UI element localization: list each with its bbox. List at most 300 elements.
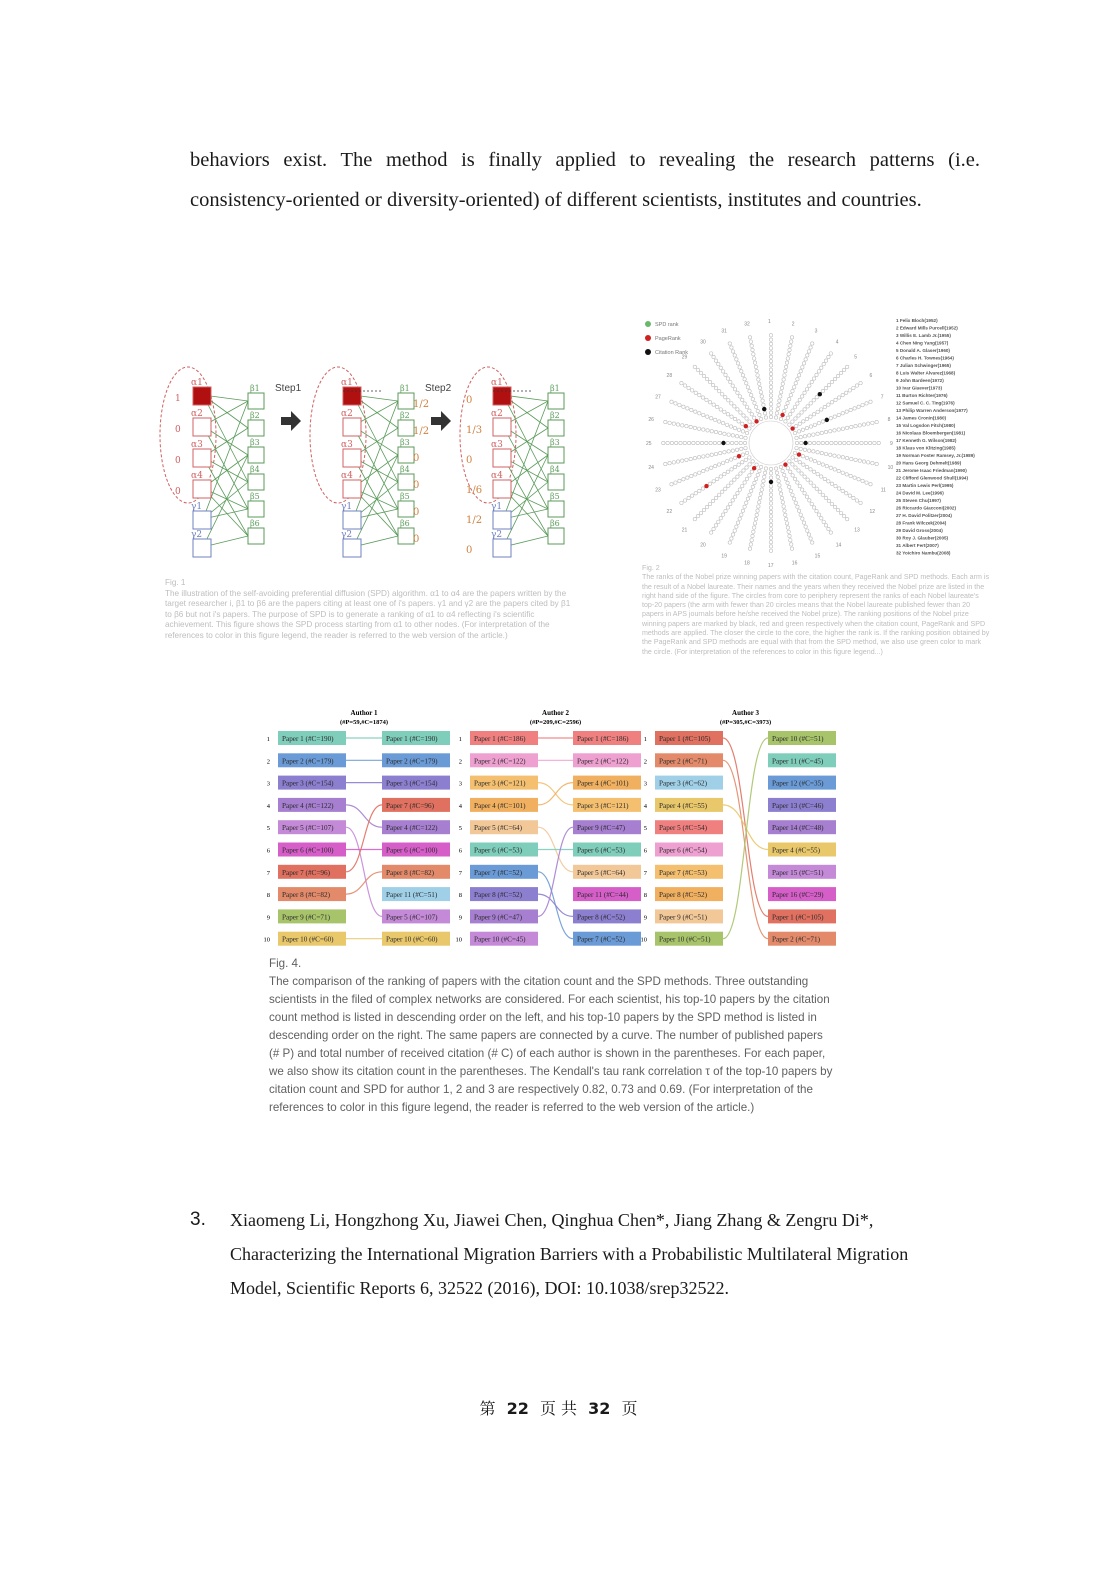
fig4-rank-number: 2 [266,758,270,766]
fig4-left-paper-label: Paper 8 (#C=82) [282,891,330,900]
fig2-rank-circle [741,422,744,425]
fig2-laureate-entry: 10 Ivar Giaever(1973) [896,385,942,391]
fig1-alpha-label: α2 [191,409,203,419]
fig2-rank-circle [717,389,720,392]
fig2-rank-circle [748,474,751,477]
fig2-rank-circle [738,366,741,369]
fig1-gamma-node [493,511,511,529]
fig2-rank-circle [813,441,816,444]
fig1-value: 1/2 [466,515,483,526]
fig2-rank-circle [841,427,844,430]
fig1-value: 0 [413,507,420,518]
fig2-rank-circle [783,509,786,512]
page-footer [0,1396,1117,1419]
fig2-rank-circle [800,411,803,414]
fig2-rank-circle [806,478,809,481]
fig2-rank-circle [719,366,722,369]
fig2-rank-circle [733,529,736,532]
fig1-alpha-node [193,480,211,498]
fig4-right-paper-label: Paper 15 (#C=51) [772,868,824,877]
fig1-beta-label: β4 [400,465,410,474]
fig2-rank-circle [791,474,794,477]
fig2-arm-label: 13 [854,527,860,534]
fig2-rank-circle [825,464,828,467]
fig4-right-paper-label: Paper 2 (#C=179) [386,757,438,766]
fig4-left-paper-label: Paper 8 (#C=52) [659,891,707,900]
fig4-right-paper-label: Paper 4 (#C=55) [772,846,820,855]
fig2-arm-label: 16 [791,560,798,567]
fig4-rank-number: 3 [643,780,647,788]
fig1-value: 1 [175,394,181,404]
fig2-rank-circle [824,452,827,455]
fig2-rank-circle [745,501,748,504]
fig1-gamma-node [343,539,361,557]
fig4-left-paper-label: Paper 1 (#C=190) [282,735,334,743]
fig2-laureate-entry: 2 Edward Mills Purcell(1952) [896,325,958,331]
fig2-rank-circle [763,412,766,415]
fig2-rank-circle [809,402,812,405]
fig2-rank-circle [706,454,709,457]
fig2-rank-circle [702,374,705,377]
fig2-rank-circle [693,365,696,368]
fig2-arm-label: 30 [700,339,706,346]
fig2-rank-circle [853,407,856,410]
fig2-rank-circle [855,499,858,502]
fig2-rank-circle [741,374,744,377]
fig2-rank-circle [805,456,808,459]
fig2-rank-circle [799,447,802,450]
fig1-alpha-node [193,418,211,436]
fig2-rank-circle [769,497,772,500]
fig2-rank-circle [803,408,806,411]
fig2-arm-label: 23 [655,487,661,494]
fig2-rank-circle [730,402,733,405]
fig2-rank-circle [705,441,708,444]
intro-line-1: behaviors exist. The method is finally applied to revealing the research patterns (i.e. [190,149,980,171]
fig2-highlight-marker [721,441,725,445]
fig2-rank-circle [730,441,733,444]
fig2-rank-circle [686,476,689,479]
fig4-left-paper-label: Paper 5 (#C=64) [474,824,522,833]
fig2-rank-circle [778,484,781,487]
fig2-rank-circle [805,495,808,498]
fig2-rank-circle [764,467,767,470]
fig2-rank-circle [674,481,677,484]
fig2-legend-label: Citation Rank [655,350,689,356]
fig2-rank-circle [729,458,732,461]
fig2-rank-circle [841,393,844,396]
fig2-rank-circle [760,488,763,491]
fig1-gamma-label: γ2 [191,530,203,540]
fig2-rank-circle [731,533,734,536]
fig2-rank-circle [816,432,819,435]
fig2-rank-circle [693,426,696,429]
fig2-rank-circle [713,464,716,467]
fig2-highlight-marker [803,441,807,445]
fig2-rank-circle [755,369,758,372]
fig2-highlight-marker [754,419,758,423]
fig2-rank-circle [740,370,743,373]
fig1-value: 1/2 [413,399,430,410]
fig4-rank-number: 2 [643,758,647,766]
fig4-right-paper-label: Paper 11 (#C=51) [386,891,438,900]
fig2-laureate-entry: 24 David M. Lee(1996) [896,490,944,496]
fig2-rank-circle [729,380,732,383]
fig2-rank-circle [737,420,740,423]
fig1-value: 0 [175,487,181,497]
fig4-right-paper-label: Paper 6 (#C=53) [577,846,625,855]
fig2-rank-circle [848,389,851,392]
fig2-highlight-marker [704,484,708,488]
fig2-rank-circle [705,398,708,401]
fig2-rank-circle [821,493,824,496]
fig1-beta-node [398,393,414,409]
fig2-rank-circle [801,455,804,458]
fig2-rank-circle [779,492,782,495]
fig2-rank-circle [839,371,842,374]
footer-suffix: 页 [621,1399,638,1418]
fig1-value: 0 [466,455,473,466]
fig1-beta-node [248,447,264,463]
fig2-rank-circle [698,471,701,474]
fig2-rank-circle [833,415,836,418]
fig2-rank-circle [830,502,833,505]
fig1-gamma-node [493,539,511,557]
fig2-rank-circle [877,441,880,444]
fig2-laureate-entry: 21 Jerome Isaac Friedman(1990) [896,468,967,473]
fig2-rank-circle [811,342,814,345]
fig2-rank-circle [726,413,729,416]
fig2-rank-circle [741,430,744,433]
fig2-rank-circle [702,455,705,458]
fig2-rank-circle [784,405,787,408]
fig2-rank-circle [699,371,702,374]
fig4-rank-number: 3 [266,780,270,788]
fig4-right-paper-label: Paper 4 (#C=122) [386,824,438,833]
fig2-rank-circle [751,460,754,463]
fig2-rank-circle [733,354,736,357]
fig1-alpha-node [343,449,361,467]
fig2-rank-circle [719,475,722,478]
fig2-rank-circle [790,547,793,550]
fig2-rank-circle [709,441,712,444]
fig2-rank-circle [745,382,748,385]
fig2-rank-circle [769,476,772,479]
fig2-rank-circle [829,531,832,534]
fig2-rank-circle [796,481,799,484]
fig4-rank-number: 10 [263,936,270,944]
fig2-rank-circle [836,508,839,511]
fig4-left-paper-label: Paper 1 (#C=186) [474,735,526,743]
fig2-rank-circle [830,441,833,444]
fig1-beta-label: β1 [400,384,410,393]
fig2-rank-circle [759,465,762,468]
fig2-rank-circle [781,501,784,504]
fig2-rank-circle [697,427,700,430]
fig2-highlight-marker [790,426,794,430]
fig2-rank-circle [776,475,779,478]
fig2-rank-circle [794,382,797,385]
fig2-rank-circle [712,403,715,406]
fig4-link-curve [346,805,382,827]
fig2-rank-circle [769,506,772,509]
fig2-rank-circle [670,400,673,403]
fig2-rank-circle [793,405,796,408]
fig1-beta-node [548,447,564,463]
fig2-rank-circle [687,496,690,499]
fig2-rank-circle [780,496,783,499]
fig2-rank-circle [731,384,734,387]
fig2-rank-circle [823,405,826,408]
fig2-rank-circle [729,425,732,428]
fig2-rank-circle [769,342,772,345]
fig2-rank-circle [786,416,789,419]
fig2-rank-circle [776,407,779,410]
fig2-rank-circle [733,465,736,468]
fig2-rank-circle [800,395,803,398]
fig2-rank-circle [815,487,818,490]
fig2-arm-label: 21 [681,527,688,534]
fig2-rank-circle [782,378,785,381]
fig2-rank-circle [858,424,861,427]
fig2-rank-circle [709,352,712,355]
fig2-rank-circle [693,456,696,459]
fig2-laureate-entry: 13 Philip Warren Anderson(1977) [896,408,968,413]
fig4-right-paper-label: Paper 11 (#C=44) [577,891,629,900]
fig2-laureate-entry: 27 H. David Politzer(2004) [896,513,952,518]
fig1-value: 0 [413,480,420,491]
fig2-rank-circle [736,408,739,411]
fig2-rank-circle [735,435,738,438]
fig2-rank-circle [752,353,755,356]
fig4-left-paper-label: Paper 2 (#C=71) [659,757,707,766]
fig2-rank-circle [769,347,772,350]
fig2-rank-circle [788,348,791,351]
fig4-rank-number: 8 [266,892,270,900]
fig2-rank-circle [789,413,792,416]
fig2-rank-circle [748,547,751,550]
fig2-rank-circle [735,441,738,444]
fig2-rank-circle [811,541,814,544]
fig2-rank-circle [682,405,685,408]
fig2-rank-circle [694,473,697,476]
fig2-rank-circle [700,441,703,444]
footer-total-pages: 32 [588,1399,611,1418]
fig4-rank-number: 5 [266,825,270,833]
fig2-rank-circle [683,384,686,387]
fig2-rank-circle [777,403,780,406]
fig2-arm-label: 15 [814,553,821,560]
fig2-rank-circle [689,457,692,460]
fig2-rank-circle [721,421,724,424]
fig2-rank-circle [739,472,742,475]
fig2-rank-circle [741,398,744,401]
fig2-laureate-entry: 22 Clifford Glenwood Shull(1994) [896,475,968,481]
fig1-beta-node [548,501,564,517]
fig2-rank-circle [733,388,736,391]
fig2-rank-circle [797,374,800,377]
fig4-right-paper-label: Paper 1 (#C=190) [386,735,438,743]
fig2-rank-circle [710,430,713,433]
fig2-rank-circle [830,380,833,383]
figure-1 [163,365,583,677]
fig1-alpha-label: α4 [491,471,503,481]
fig4-right-paper-label: Paper 4 (#C=101) [577,779,629,788]
fig2-rank-circle [791,456,794,459]
fig2-rank-circle [759,390,762,393]
fig2-rank-circle [799,370,802,373]
fig2-highlight-marker [825,418,829,422]
fig2-rank-circle [865,481,868,484]
fig2-rank-circle [731,350,734,353]
fig2-rank-circle [841,412,844,415]
fig2-rank-circle [759,417,762,420]
fig2-rank-circle [741,509,744,512]
fig4-left-paper-label: Paper 5 (#C=54) [659,824,707,833]
fig2-rank-circle [797,469,800,472]
fig1-alpha-node [193,449,211,467]
fig1-beta-node [548,528,564,544]
fig2-laureate-entry: 6 Charles H. Townes(1964) [896,355,954,361]
fig1-beta-node [398,447,414,463]
fig2-rank-circle [769,398,772,401]
fig2-rank-circle [833,377,836,380]
fig4-left-paper-label: Paper 6 (#C=53) [474,846,522,855]
fig2-rank-circle [824,524,827,527]
fig2-rank-circle [721,461,724,464]
fig2-rank-circle [697,456,700,459]
fig2-rank-circle [802,463,805,466]
fig2-rank-circle [809,458,812,461]
fig2-rank-circle [809,415,812,418]
fig1-alpha-label: α4 [341,471,353,481]
fig2-rank-circle [812,433,815,436]
fig2-rank-circle [763,471,766,474]
figure-2 [638,310,995,677]
fig2-rank-circle [670,441,673,444]
fig2-rank-circle [829,453,832,456]
fig2-rank-circle [845,517,848,520]
fig2-rank-circle [807,350,810,353]
fig2-rank-circle [712,527,715,530]
fig2-rank-circle [668,421,671,424]
fig2-rank-circle [871,461,874,464]
fig2-rank-circle [714,386,717,389]
fig2-rank-circle [823,477,826,480]
fig2-rank-circle [743,441,746,444]
fig2-rank-circle [798,422,801,425]
fig2-rank-circle [821,389,824,392]
fig2-rank-circle [837,455,840,458]
fig2-rank-circle [808,441,811,444]
fig2-rank-circle [859,381,862,384]
fig2-rank-circle [783,409,786,412]
footer-page-number: 22 [506,1399,529,1418]
fig2-rank-circle [758,501,761,504]
ranking-comparison-chart [262,693,840,951]
fig2-rank-circle [737,463,740,466]
fig2-rank-circle [787,397,790,400]
fig2-rank-circle [751,348,754,351]
fig2-rank-circle [743,505,746,508]
fig2-rank-circle [731,434,734,437]
fig2-rank-circle [842,368,845,371]
fig2-rank-circle [740,435,743,438]
fig2-rank-circle [713,418,716,421]
fig2-legend-dot [645,349,651,355]
fig1-beta-label: β1 [550,384,560,393]
fig2-rank-circle [746,385,749,388]
fig2-rank-circle [845,492,848,495]
fig4-author-stats: (#P=59,#C=1874) [339,719,389,726]
fig2-rank-circle [764,416,767,419]
fig2-rank-circle [829,430,832,433]
fig4-rank-number: 6 [266,847,270,855]
fig4-left-paper-label: Paper 4 (#C=55) [659,801,707,810]
fig2-rank-circle [662,441,665,444]
fig2-rank-circle [680,501,683,504]
fig2-rank-circle [837,413,840,416]
fig2-rank-circle [751,423,754,426]
fig2-rank-circle [812,470,815,473]
fig2-rank-circle [685,458,688,461]
fig2-rank-circle [834,398,837,401]
fig4-right-paper-label: Paper 3 (#C=121) [577,801,629,810]
fig2-rank-circle [769,523,772,526]
fig2-laureate-entry: 16 Nicolaas Bloembergen(1981) [896,430,966,436]
fig2-rank-circle [812,484,815,487]
fig1-gamma-label: γ1 [491,502,503,512]
fig1-beta-label: β6 [250,519,260,528]
fig2-rank-circle [721,393,724,396]
fig2-rank-circle [711,499,714,502]
fig2-rank-circle [798,484,801,487]
fig2-rank-circle [833,505,836,508]
fig2-rank-circle [733,417,736,420]
fig4-left-paper-label: Paper 1 (#C=105) [659,735,711,743]
fig1-alpha-label: α1 [191,378,203,388]
fig1-value: 1/6 [466,485,483,496]
fig2-highlight-marker [744,424,748,428]
fig4-author-stats: (#P=305,#C=3973) [719,719,772,726]
fig2-rank-circle [845,473,848,476]
fig2-rank-circle [730,346,733,349]
fig2-rank-circle [796,505,799,508]
fig2-rank-circle [748,427,751,430]
fig4-rank-number: 7 [266,869,270,877]
fig2-rank-circle [769,549,772,552]
footer-prefix: 第 [479,1399,496,1418]
fig2-rank-circle [824,359,827,362]
fig4-rank-number: 9 [643,914,647,922]
fig1-alpha-label: α1 [491,378,503,388]
fig1-alpha-label: α3 [341,440,353,450]
fig2-highlight-marker [762,407,766,411]
fig2-rank-circle [672,422,675,425]
fig2-rank-circle [860,441,863,444]
fig4-right-paper-label: Paper 11 (#C=45) [772,757,824,766]
fig1-beta-label: β2 [250,411,260,420]
fig2-rank-circle [664,420,667,423]
fig1-step-label: Step1 [275,383,302,394]
fig2-rank-circle [725,459,728,462]
fig2-rank-circle [813,423,816,426]
fig2-rank-circle [817,441,820,444]
fig2-rank-circle [748,389,751,392]
fig4-left-paper-label: Paper 3 (#C=121) [474,779,526,788]
fig2-rank-circle [716,405,719,408]
fig2-rank-circle [786,466,789,469]
